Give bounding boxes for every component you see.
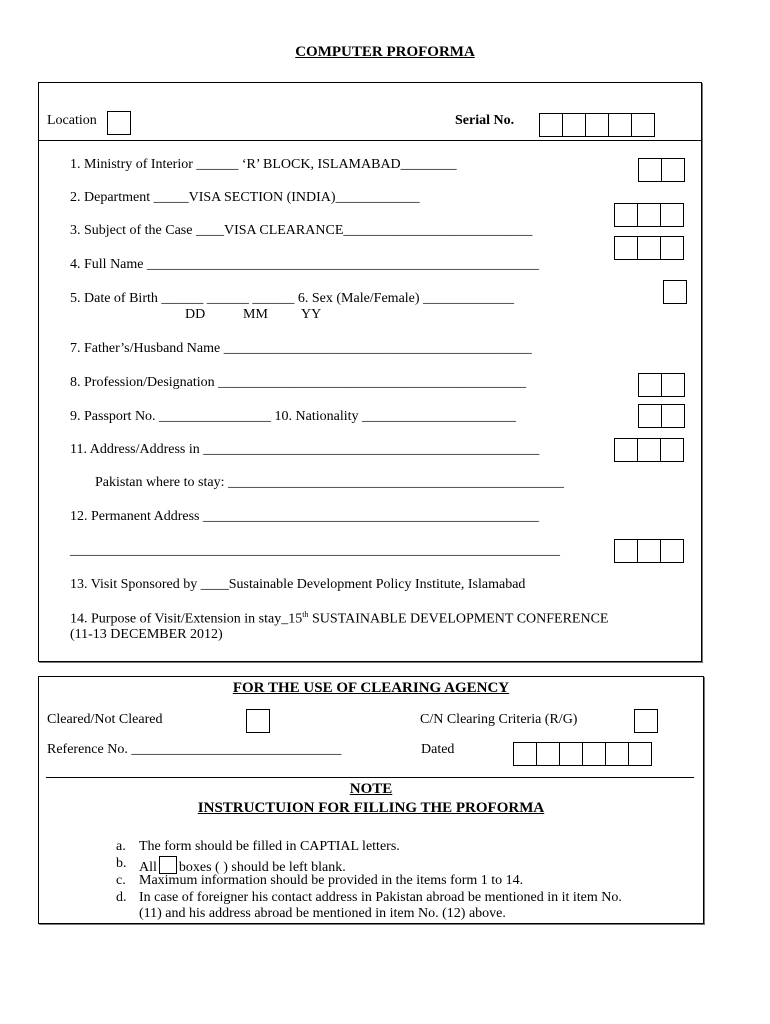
serial-box[interactable] [631,113,655,137]
dated-label: Dated [421,742,455,757]
date-box[interactable] [605,742,629,766]
item-permanent-address-line: ______________________________________________________________________ [70,543,560,558]
cleared-label: Cleared/Not Cleared [47,712,163,727]
note-marker-b: b. [116,856,127,871]
note-item-d-line1: In case of foreigner his contact address in Pakistan abroad be mentioned in it item No. [139,890,622,905]
code-box[interactable] [614,203,638,227]
code-box-sex[interactable] [663,280,687,304]
note-heading: NOTE [349,781,393,797]
date-box[interactable] [582,742,606,766]
note-item-a: The form should be filled in CAPTIAL letters. [139,839,400,854]
serial-box[interactable] [562,113,586,137]
code-boxes-address[interactable] [614,438,684,462]
agency-divider [46,777,694,778]
serial-box[interactable] [539,113,563,137]
code-box[interactable] [660,236,684,260]
code-box[interactable] [660,203,684,227]
item-purpose-dates: (11-13 DECEMBER 2012) [70,627,223,642]
code-boxes-nationality[interactable] [638,404,685,428]
criteria-box[interactable] [634,709,658,733]
code-box[interactable] [638,373,662,397]
dob-yy-label: YY [301,307,322,322]
code-boxes-permanent[interactable] [614,539,684,563]
note-item-c: Maximum information should be provided in the items form 1 to 14. [139,873,524,888]
location-box[interactable] [107,111,131,135]
code-boxes-department[interactable] [614,203,684,227]
sample-box-icon [159,856,177,874]
date-box[interactable] [559,742,583,766]
item-profession: 8. Profession/Designation ____________________________________________ [70,375,527,390]
code-box[interactable] [660,539,684,563]
code-box[interactable] [661,158,685,182]
header-divider [39,140,701,141]
code-box[interactable] [638,404,662,428]
code-box[interactable] [637,539,661,563]
code-boxes-profession[interactable] [638,373,685,397]
code-box[interactable] [637,438,661,462]
purpose-text: 14. Purpose of Visit/Extension in stay_15 [70,611,303,627]
purpose-conference: SUSTAINABLE DEVELOPMENT CONFERENCE [308,611,609,627]
criteria-label: C/N Clearing Criteria (R/G) [420,712,578,727]
dob-dd-label: DD [185,307,206,322]
purpose-ordinal: th [302,610,309,619]
item-passport-nationality: 9. Passport No. ________________ 10. Nationality ______________________ [70,409,517,424]
note-b-prefix: All [139,860,157,875]
code-box[interactable] [637,203,661,227]
serial-boxes[interactable] [539,113,655,137]
item-full-name: 4. Full Name ________________________________________________________ [70,257,539,272]
code-box[interactable] [661,373,685,397]
agency-heading: FOR THE USE OF CLEARING AGENCY [232,680,510,696]
code-box[interactable] [614,539,638,563]
code-box[interactable] [614,438,638,462]
code-boxes-subject[interactable] [614,236,684,260]
note-marker-d: d. [116,890,127,905]
note-b-suffix: boxes ( ) should be left blank. [178,860,346,875]
date-box[interactable] [513,742,537,766]
item-dob-sex: 5. Date of Birth ______ ______ ______ 6. Sex (Male/Female) _____________ [70,291,515,306]
item-sponsor: 13. Visit Sponsored by ____Sustainable Development Policy Institute, Islamabad [70,577,526,592]
code-boxes-ministry[interactable] [638,158,685,182]
item-address: 11. Address/Address in ________________________________________________ [70,442,540,457]
note-item-d-line2: (11) and his address abroad be mentioned in item No. (12) above. [139,906,506,921]
date-boxes[interactable] [513,742,652,766]
item-purpose [70,610,608,628]
reference-label: Reference No. ______________________________ [47,742,342,757]
serial-label: Serial No. [455,113,515,128]
note-subheading: INSTRUCTUION FOR FILLING THE PROFORMA [197,800,545,816]
serial-box[interactable] [608,113,632,137]
note-marker-a: a. [116,839,126,854]
item-permanent-address: 12. Permanent Address ________________________________________________ [70,509,539,524]
location-label: Location [47,113,97,128]
dob-mm-label: MM [243,307,268,322]
date-box[interactable] [628,742,652,766]
code-box[interactable] [614,236,638,260]
item-department: 2. Department _____VISA SECTION (INDIA)____________ [70,190,420,205]
item-ministry: 1. Ministry of Interior ______ ‘R’ BLOCK, ISLAMABAD________ [70,157,457,172]
page-title: COMPUTER PROFORMA [295,44,475,60]
code-box[interactable] [661,404,685,428]
cleared-box[interactable] [246,709,270,733]
item-father-name: 7. Father’s/Husband Name ____________________________________________ [70,341,532,356]
serial-box[interactable] [585,113,609,137]
item-address-stay: Pakistan where to stay: ________________________________________________ [95,475,564,490]
code-box[interactable] [660,438,684,462]
code-box[interactable] [638,158,662,182]
item-subject: 3. Subject of the Case ____VISA CLEARANCE___________________________ [70,223,533,238]
code-box[interactable] [637,236,661,260]
note-marker-c: c. [116,873,126,888]
date-box[interactable] [536,742,560,766]
